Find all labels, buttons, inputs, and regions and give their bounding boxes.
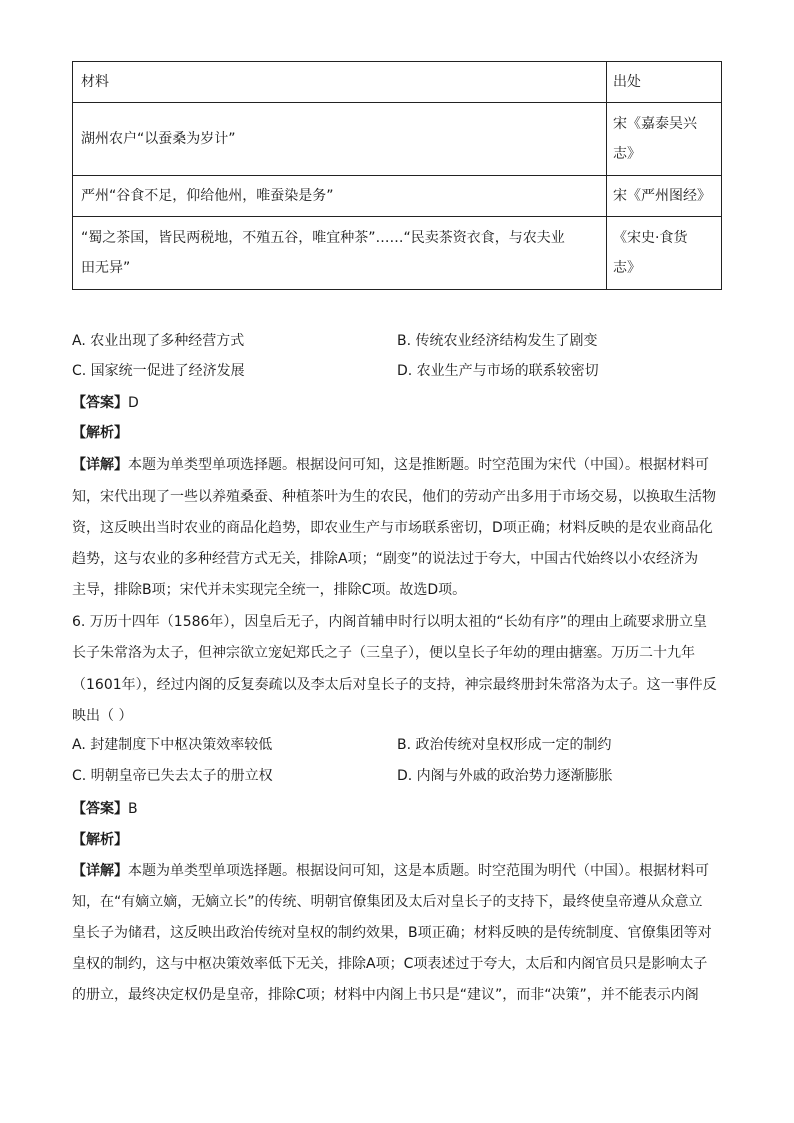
material-cell (73, 217, 607, 290)
material-line: “蜀之茶国，皆民两税地，不殖五谷，唯宜种茶”……“民卖茶资衣食，与农夫业 (81, 230, 565, 246)
q6-option-d: D. 内阁与外戚的政治势力逐渐膨胀 (397, 768, 613, 784)
header-material: 材料 (73, 62, 607, 103)
source-cell: 宋《严州图经》 (607, 176, 722, 217)
q6-options-row-2 (72, 765, 722, 789)
table-row (73, 217, 722, 290)
q5-option-d: D. 农业生产与市场的联系较密切 (397, 363, 599, 379)
q5-option-c: C. 国家统一促进了经济发展 (72, 363, 245, 379)
analysis-label: 【解析】 (72, 425, 128, 441)
q6-answer (72, 797, 722, 821)
q6-analysis-label (72, 828, 722, 852)
q5-option-a: A. 农业出现了多种经营方式 (72, 333, 245, 349)
q6-stem-line: 6. 万历十四年（1586年），因皇后无子，内阁首辅申时行以明太祖的“长幼有序”的理由上疏要求册立皇 (72, 614, 707, 630)
detail-text: 本题为单类型单项选择题。根据设问可知，这是本质题。时空范围为明代（中国）。根据材料可 (128, 863, 709, 879)
q5-detail-line: 主导，排除B项；宋代并未实现完全统一，排除C项。故选D项。 (72, 582, 467, 598)
header-source: 出处 (607, 62, 722, 103)
material-cell: 严州“谷食不足，仰给他州，唯蚕染是务” (73, 176, 607, 217)
q5-detail-line: 趋势，这与农业的多种经营方式无关，排除A项；“剧变”的说法过于夸大，中国古代始终以小农经济为 (72, 551, 699, 567)
source-cell (607, 103, 722, 176)
table-row (73, 103, 722, 176)
source-line: 志》 (613, 146, 641, 162)
q6-stem-line: 长子朱常洛为太子，但神宗欲立宠妃郑氏之子（三皇子），便以皇长子年幼的理由搪塞。万历二十九年 (72, 645, 695, 661)
q6-option-b: B. 政治传统对皇权形成一定的制约 (397, 737, 612, 753)
q5-detail-line: 知，宋代出现了一些以养殖桑蚕、种植茶叶为生的农民，他们的劳动产出多用于市场交易，以换取生活物 (72, 489, 716, 505)
answer-value: B (128, 801, 138, 817)
source-cell (607, 217, 722, 290)
material-cell: 湖州农户“以蚕桑为岁计” (73, 103, 607, 176)
q5-detail-line (72, 453, 722, 477)
q5-options-row-1 (72, 330, 722, 354)
q6-stem-line: （1601年），经过内阁的反复奏疏以及李太后对皇长子的支持，神宗最终册封朱常洛为太子。这一事件反 (72, 677, 717, 693)
q6-option-a: A. 封建制度下中枢决策效率较低 (72, 737, 273, 753)
answer-value: D (128, 395, 139, 411)
material-source-table (72, 61, 722, 290)
answer-label: 【答案】 (72, 801, 128, 817)
detail-label: 【详解】 (72, 863, 128, 879)
detail-text: 本题为单类型单项选择题。根据设问可知，这是推断题。时空范围为宋代（中国）。根据材料可 (128, 457, 709, 473)
q6-stem-line: 映出（ ） (72, 708, 133, 724)
q5-answer (72, 391, 722, 415)
q5-option-b: B. 传统农业经济结构发生了剧变 (397, 333, 598, 349)
q6-detail-line: 皇权的制约，这与中枢决策效率低下无关，排除A项；C项表述过于夸大，太后和内阁官员只是影响太子 (72, 956, 708, 972)
q6-detail-line: 的册立，最终决定权仍是皇帝，排除C项；材料中内阁上书只是“建议”，而非“决策”，并不能表示内阁 (72, 987, 699, 1003)
source-line: 《宋史·食货 (613, 230, 688, 246)
q6-detail-line: 知，在“有嫡立嫡，无嫡立长”的传统、明朝官僚集团及太后对皇长子的支持下，最终使皇帝遵从众意立 (72, 894, 703, 910)
table-header-row (73, 62, 722, 103)
q6-detail-line: 皇长子为储君，这反映出政治传统对皇权的制约效果，B项正确；材料反映的是传统制度、官僚集团等对 (72, 925, 712, 941)
table-row (73, 176, 722, 217)
analysis-label: 【解析】 (72, 832, 128, 848)
source-line: 宋《嘉泰吴兴 (613, 116, 697, 132)
detail-label: 【详解】 (72, 457, 128, 473)
q5-detail-line: 资，这反映出当时农业的商品化趋势，即农业生产与市场联系密切，D项正确；材料反映的是农业商品化 (72, 520, 713, 536)
q5-analysis-label (72, 421, 722, 445)
source-line: 志》 (613, 260, 641, 276)
answer-label: 【答案】 (72, 395, 128, 411)
q5-options-row-2 (72, 360, 722, 384)
q6-options-row-1 (72, 734, 722, 758)
q6-option-c: C. 明朝皇帝已失去太子的册立权 (72, 768, 273, 784)
q6-detail-line (72, 859, 722, 883)
material-line: 田无异” (81, 260, 131, 276)
